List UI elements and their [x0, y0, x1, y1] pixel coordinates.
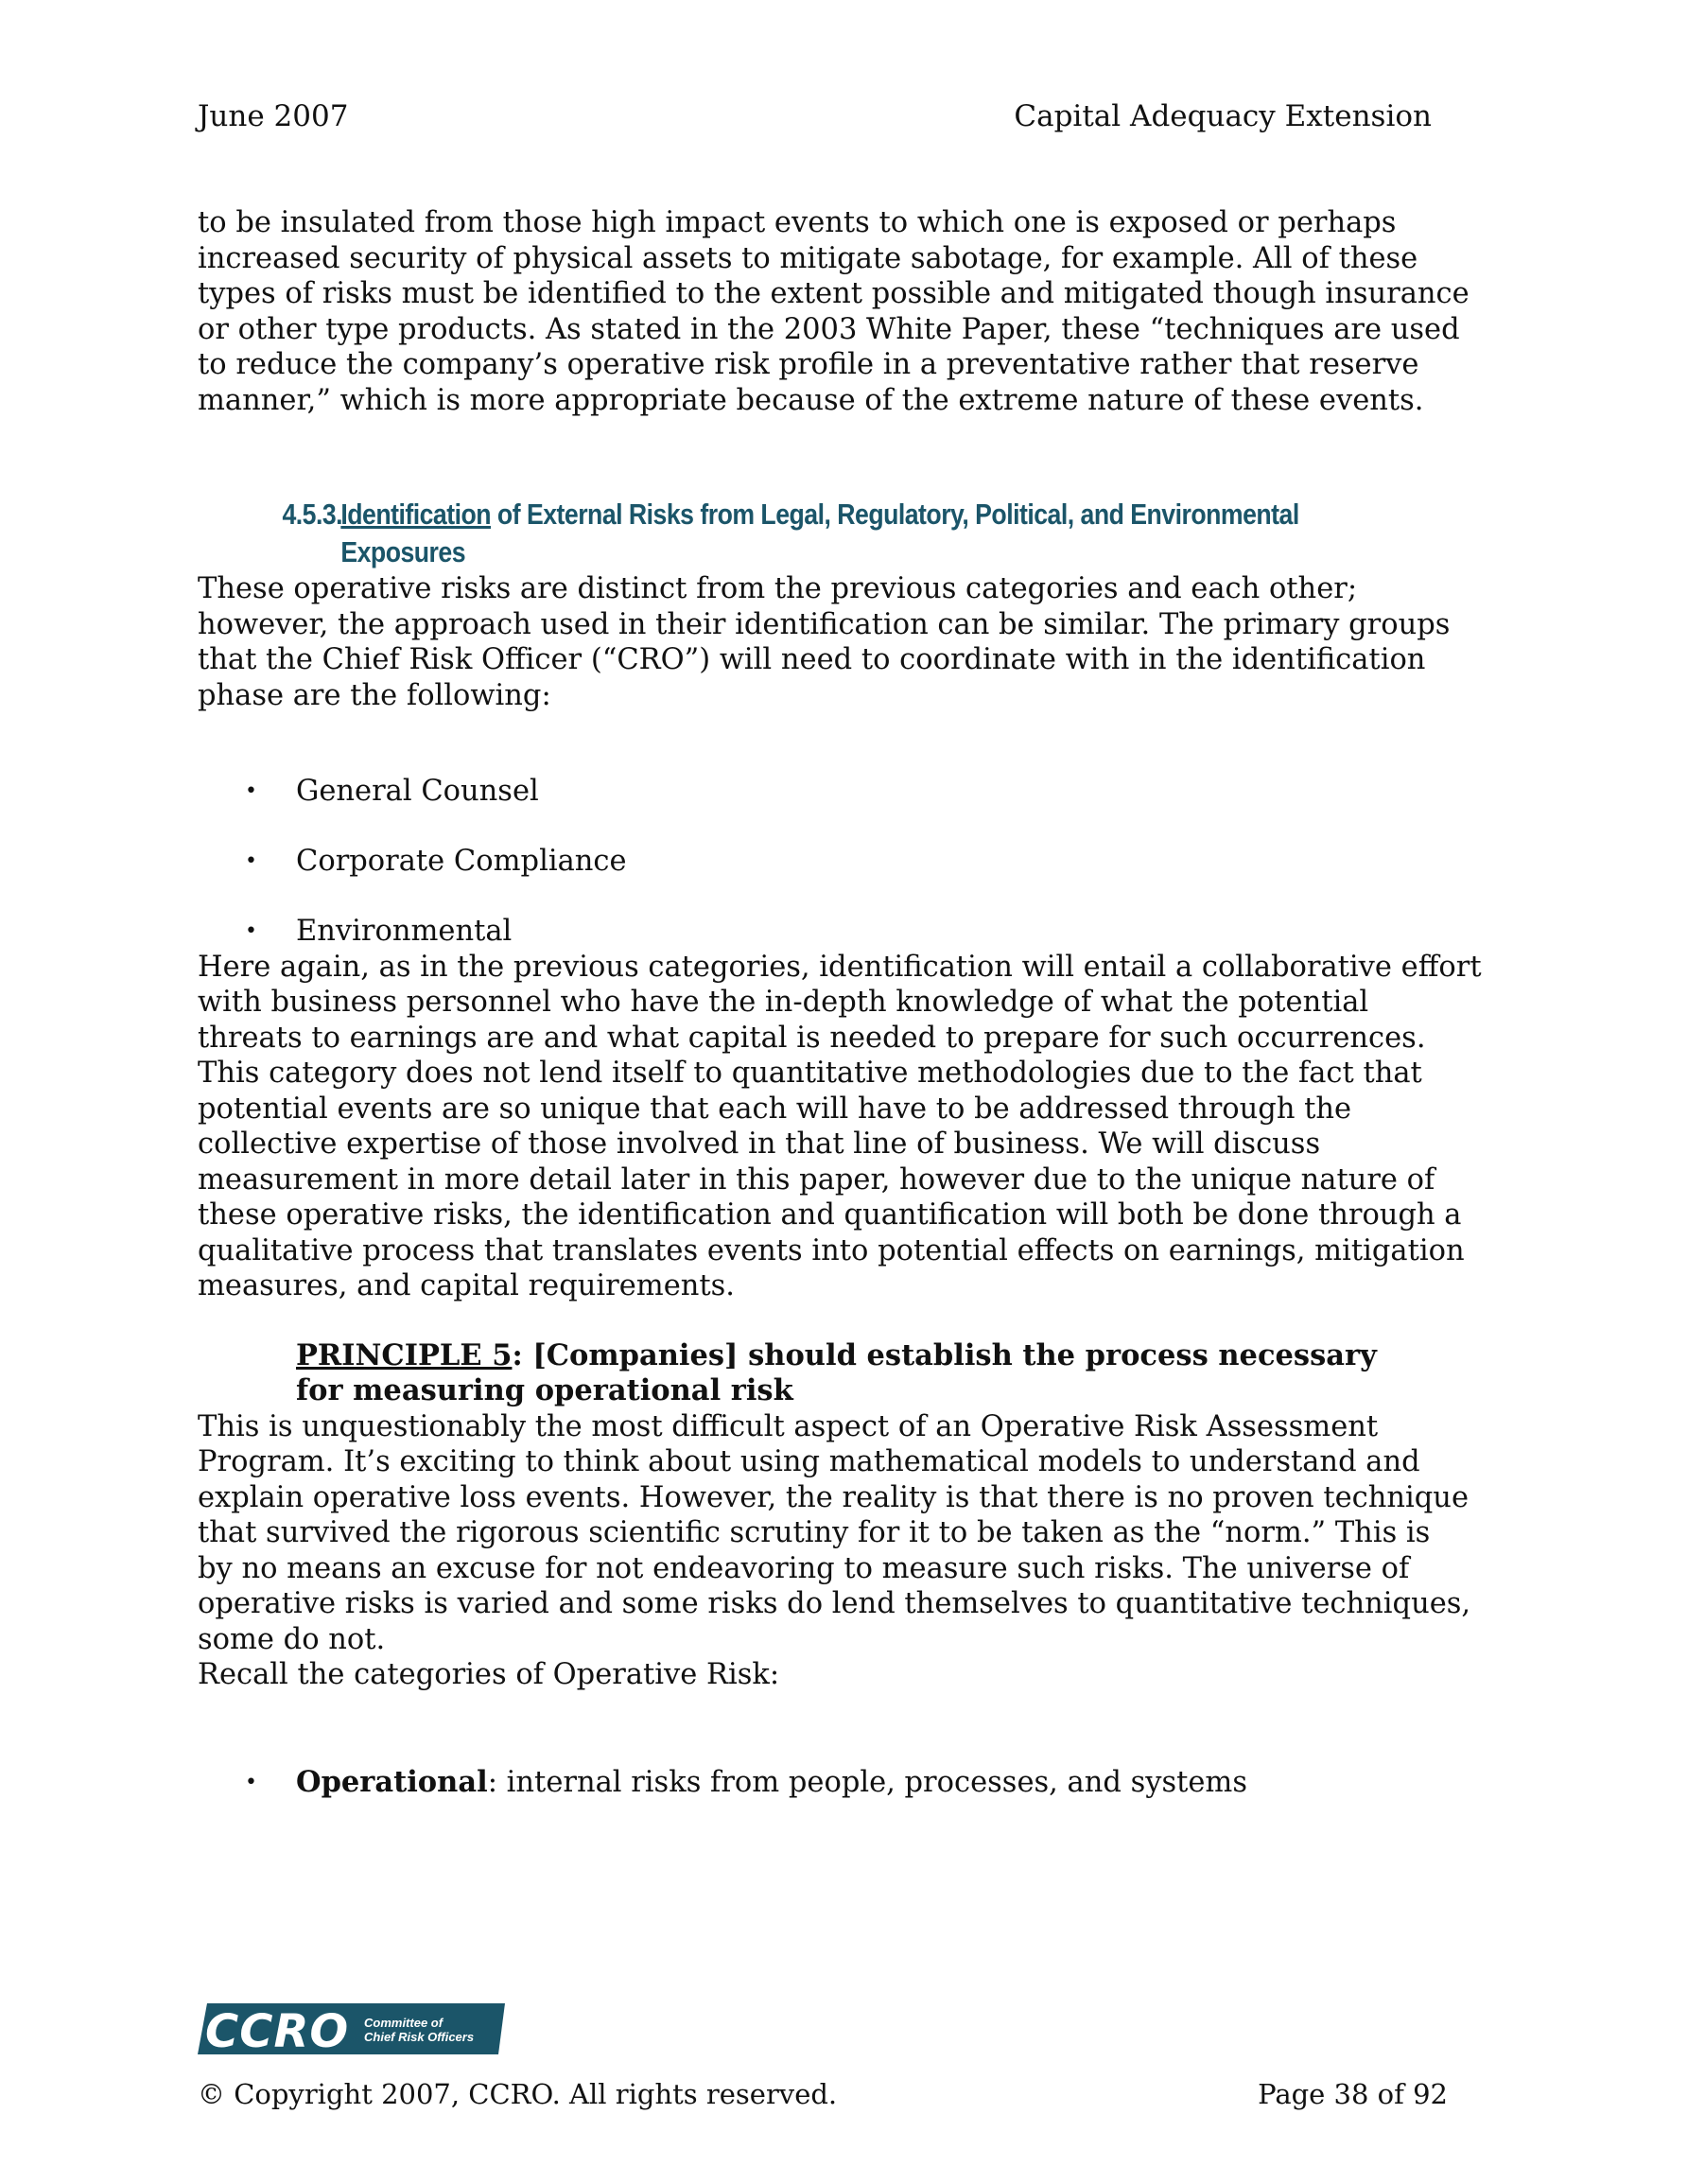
section-title-line2: Exposures	[340, 535, 466, 568]
categories-list	[198, 1765, 1498, 1801]
bullet-icon: •	[245, 919, 257, 943]
category-desc: : internal risks from people, processes, and systems	[487, 1765, 1247, 1799]
list-item-text: Environmental	[296, 915, 513, 948]
list-item-text: General Counsel	[296, 775, 539, 808]
paragraph-insurance: to be insulated from those high impact events to which one is exposed or perhaps increased security of physical assets to mitigate sabotage, for example. All of these types of risks must be identified to the extent possible and mitigated though insurance or other type products. As stated in the 2003 White Paper, these “techniques are used to reduce the company’s operative risk profile in a preventative rather that reserve manner,” which is more appropriate because of the extreme nature of these events.	[198, 206, 1470, 417]
groups-list	[198, 774, 1498, 950]
section-title-first-word: Identification	[340, 498, 492, 531]
header-date: June 2007	[198, 99, 349, 133]
bullet-icon: •	[245, 849, 257, 873]
paragraph-measurement: This is unquestionably the most difficult aspect of an Operative Risk Assessment Program. It’s exciting to think about using mathematical models to understand and explain operative loss events. However, the reality is that there is no proven technique that survived the rigorous scientific scrutiny for it to be taken as the “norm.” This is by no means an excuse for not endeavoring to measure such risks. The universe of operative risks is varied and some risks do lend themselves to quantitative techniques, some do not. Recall the categories of Operative Risk:	[198, 1409, 1471, 1691]
header-title: Capital Adequacy Extension	[1014, 99, 1432, 133]
section-heading	[198, 496, 1510, 571]
bullet-icon: •	[245, 1770, 257, 1794]
section-number: 4.5.3.	[282, 498, 343, 531]
footer-page-number: Page 38 of 92	[1258, 2078, 1448, 2110]
principle-statement	[198, 1338, 1431, 1409]
paragraph-operative-risks: These operative risks are distinct from the previous categories and each other; however, the approach used in their identification can be similar. The primary groups that the Chief Risk Officer (“CRO”) will need to coordinate with in the identification phase are the following:	[198, 572, 1451, 712]
footer-copyright: © Copyright 2007, CCRO. All rights reserved.	[198, 2078, 838, 2110]
list-item-text: Corporate Compliance	[296, 845, 627, 878]
logo-line2: Chief Risk Officers	[364, 2030, 475, 2044]
ccro-logo	[198, 2003, 505, 2054]
list-item	[198, 774, 1498, 810]
logo-line1: Committee of	[364, 2016, 443, 2030]
section-title-rest: of External Risks from Legal, Regulatory, Political, and Environmental	[491, 498, 1299, 531]
paragraph-identification: Here again, as in the previous categories, identification will entail a collaborative effort with business personnel who have the in-depth knowledge of what the potential threats to earnings are and what capital is needed to prepare for such occurrences. This category does not lend itself to quantitative methodologies due to the fact that potential events are so unique that each will have to be addressed through the collective expertise of those involved in that line of business. We will discuss measurement in more detail later in this paper, however due to the unique nature of these operative risks, the identification and quantification will both be done through a qualitative process that translates events into potential effects on earnings, mitigation measures, and capital requirements.	[198, 950, 1482, 1302]
list-item	[198, 914, 1498, 950]
list-item	[198, 1765, 1498, 1801]
principle-text: : [Companies] should establish the process necessary for measuring operational risk	[296, 1337, 1377, 1407]
principle-label: PRINCIPLE 5	[296, 1337, 513, 1372]
bullet-icon: •	[245, 779, 257, 803]
page-content	[198, 205, 1498, 1800]
list-item	[198, 844, 1498, 880]
logo-acronym: CCRO	[205, 2005, 350, 2054]
category-term: Operational	[296, 1764, 488, 1799]
